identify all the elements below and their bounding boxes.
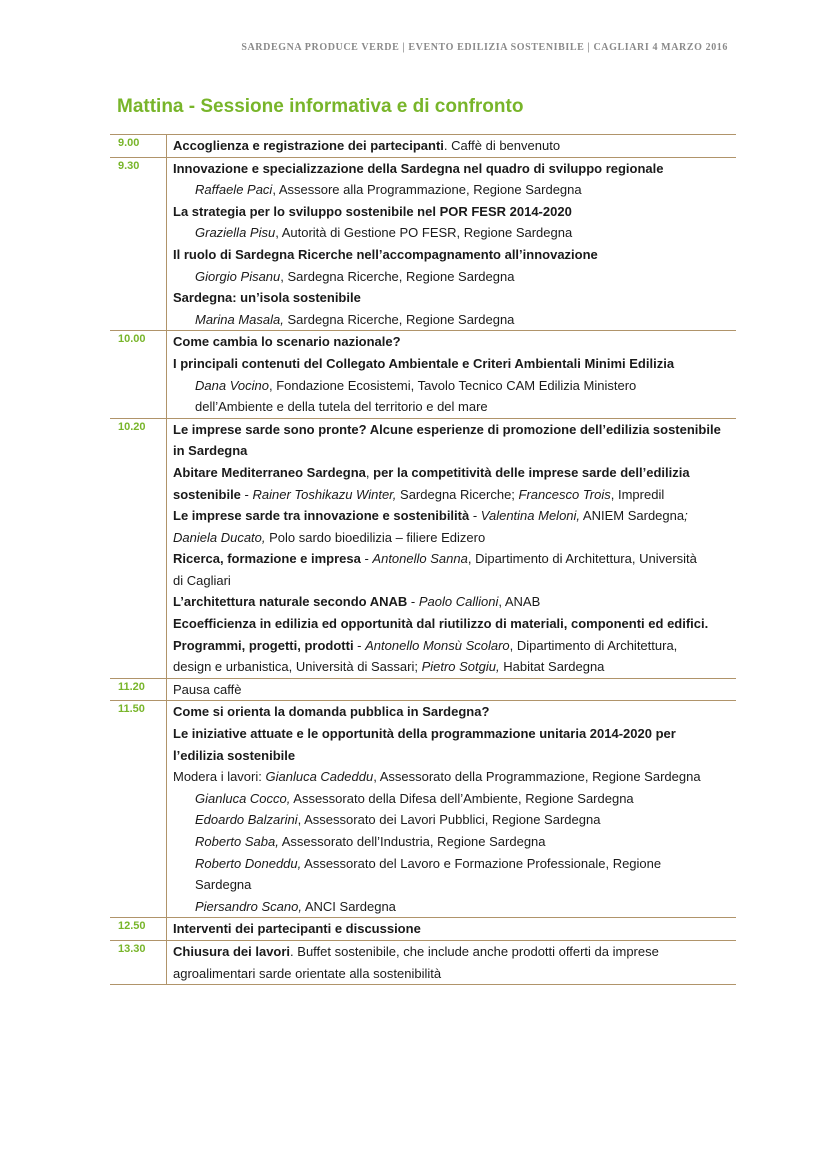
agenda-text: , Autorità di Gestione PO FESR, Regione Sardegna (275, 225, 573, 241)
agenda-text: , Fondazione Ecosistemi, Tavolo Tecnico CAM Edilizia Ministero (268, 377, 637, 393)
agenda-content (167, 158, 736, 331)
agenda-text: , Assessore alla Programmazione, Regione Sardegna (272, 182, 582, 198)
agenda-content (167, 701, 736, 917)
speaker-name: Antonello Sanna (372, 551, 468, 567)
agenda-content (167, 331, 736, 417)
agenda-text: Sardegna Ricerche; (396, 486, 519, 502)
agenda-heading-text: L’architettura naturale secondo ANAB (173, 594, 408, 610)
agenda-heading-text: Ecoefficienza in edilizia ed opportunità dal riutilizzo di materiali, componenti ed edifici. (173, 616, 709, 632)
agenda-row (110, 135, 736, 158)
agenda-line (173, 809, 736, 831)
agenda-text: Habitat Sardegna (499, 659, 605, 675)
agenda-heading-text: Ricerca, formazione e impresa (173, 551, 361, 567)
agenda-line (173, 766, 736, 788)
agenda-text: Modera i lavori: (173, 769, 266, 785)
agenda-time: 9.00 (110, 135, 167, 157)
agenda-line (173, 396, 736, 418)
agenda-heading-text: in Sardegna (173, 443, 248, 459)
agenda-line (173, 244, 736, 266)
speaker-name: Rainer Toshikazu Winter, (252, 486, 397, 502)
agenda-content (167, 918, 736, 940)
agenda-text: , Assessorato dei Lavori Pubblici, Regione Sardegna (297, 812, 601, 828)
section-title: Mattina - Sessione informativa e di confronto (117, 96, 524, 117)
agenda-heading-text: sostenibile (173, 486, 241, 502)
agenda-heading-text: Chiusura dei lavori (173, 943, 291, 959)
agenda-line (173, 484, 736, 506)
agenda-table (110, 134, 736, 985)
agenda-time: 12.50 (110, 918, 167, 940)
agenda-row (110, 679, 736, 702)
agenda-text: - (469, 508, 481, 524)
agenda-text: Sardegna (195, 877, 252, 893)
agenda-line (173, 440, 736, 462)
agenda-line (173, 591, 736, 613)
agenda-line (173, 831, 736, 853)
agenda-line (173, 222, 736, 244)
agenda-heading-text: Le iniziative attuate e le opportunità della programmazione unitaria 2014-2020 per (173, 726, 676, 742)
agenda-text: agroalimentari sarde orientate alla sostenibilità (173, 965, 442, 981)
agenda-line (173, 613, 736, 635)
agenda-text: , (365, 464, 374, 480)
agenda-line (173, 527, 736, 549)
agenda-text: dell’Ambiente e della tutela del territorio e del mare (195, 399, 488, 415)
agenda-text: , Assessorato della Programmazione, Regione Sardegna (373, 769, 701, 785)
agenda-row (110, 331, 736, 418)
agenda-heading-text: La strategia per lo sviluppo sostenibile nel POR FESR 2014-2020 (173, 203, 572, 219)
agenda-row (110, 158, 736, 332)
agenda-line (173, 462, 736, 484)
speaker-name: Roberto Doneddu, (195, 855, 302, 871)
speaker-name: Dana Vocino (195, 377, 269, 393)
speaker-name: Daniela Ducato, (173, 529, 266, 545)
agenda-line (173, 266, 736, 288)
agenda-heading-text: Le imprese sarde tra innovazione e sostenibilità (173, 508, 470, 524)
speaker-name: Raffaele Paci (195, 182, 273, 198)
agenda-heading-text: I principali contenuti del Collegato Ambientale e Criteri Ambientali Minimi Edilizia (173, 355, 675, 371)
agenda-line (173, 656, 736, 678)
agenda-content (167, 135, 736, 157)
agenda-row (110, 941, 736, 985)
agenda-line (173, 331, 736, 353)
agenda-row (110, 918, 736, 941)
agenda-content (167, 941, 736, 984)
agenda-text: , Dipartimento di Architettura, Università (467, 551, 697, 567)
agenda-line (173, 287, 736, 309)
agenda-text: Assessorato del Lavoro e Formazione Professionale, Regione (301, 855, 662, 871)
agenda-time: 9.30 (110, 158, 167, 331)
agenda-text: - (407, 594, 419, 610)
agenda-text: ANCI Sardegna (301, 898, 396, 914)
agenda-heading-text: Interventi dei partecipanti e discussione (173, 921, 421, 937)
agenda-line (173, 874, 736, 896)
agenda-time: 10.20 (110, 419, 167, 678)
agenda-text: design e urbanistica, Università di Sassari; (173, 659, 422, 675)
agenda-line (173, 745, 736, 767)
agenda-content (167, 419, 736, 678)
agenda-line (173, 505, 736, 527)
speaker-name: Valentina Meloni, (480, 508, 581, 524)
agenda-text: . Buffet sostenibile, che include anche prodotti offerti da imprese (290, 943, 659, 959)
speaker-name: Edoardo Balzarini (195, 812, 298, 828)
agenda-text: - (353, 637, 366, 653)
agenda-text: Polo sardo bioedilizia – filiere Edizero (265, 529, 486, 545)
agenda-heading-text: Le imprese sarde sono pronte? Alcune esperienze di promozione dell’edilizia sostenibile (173, 421, 721, 437)
agenda-line (173, 918, 736, 940)
agenda-text: - (240, 486, 253, 502)
speaker-name: Gianluca Cadeddu (265, 769, 374, 785)
agenda-row (110, 419, 736, 679)
agenda-heading-text: Come si orienta la domanda pubblica in Sardegna? (173, 704, 490, 720)
agenda-line (173, 309, 736, 331)
agenda-text: , Sardegna Ricerche, Regione Sardegna (280, 268, 515, 284)
agenda-line (173, 201, 736, 223)
agenda-text: Pausa caffè (173, 681, 242, 697)
agenda-time: 11.50 (110, 701, 167, 917)
agenda-heading-text: Come cambia lo scenario nazionale? (173, 334, 401, 350)
agenda-text: Assessorato della Difesa dell’Ambiente, Regione Sardegna (290, 790, 634, 806)
agenda-text: , ANAB (498, 594, 541, 610)
agenda-line (173, 963, 736, 985)
speaker-name: Antonello Monsù Scolaro (365, 637, 510, 653)
agenda-heading-text: l’edilizia sostenibile (173, 747, 296, 763)
agenda-text: di Cagliari (173, 572, 231, 588)
speaker-name: Gianluca Cocco, (195, 790, 291, 806)
agenda-time: 10.00 (110, 331, 167, 417)
agenda-line (173, 679, 736, 701)
agenda-line (173, 548, 736, 570)
agenda-heading-text: Sardegna: un’isola sostenibile (173, 290, 361, 306)
speaker-name: Francesco Trois (518, 486, 611, 502)
agenda-line (173, 158, 736, 180)
speaker-name: ; (684, 508, 688, 524)
agenda-heading-text: per la competitività delle imprese sarde dell’edilizia (373, 464, 690, 480)
agenda-time: 13.30 (110, 941, 167, 984)
agenda-heading-text: Innovazione e specializzazione della Sardegna nel quadro di sviluppo regionale (173, 160, 664, 176)
agenda-text: , Dipartimento di Architettura, (509, 637, 678, 653)
agenda-line (173, 941, 736, 963)
speaker-name: Graziella Pisu (195, 225, 276, 241)
agenda-line (173, 135, 736, 157)
agenda-line (173, 570, 736, 592)
agenda-line (173, 896, 736, 918)
agenda-content (167, 679, 736, 701)
agenda-text: , Impredil (610, 486, 665, 502)
agenda-line (173, 635, 736, 657)
speaker-name: Roberto Saba, (195, 834, 279, 849)
agenda-line (173, 723, 736, 745)
agenda-text: Assessorato dell’Industria, Regione Sardegna (278, 834, 546, 849)
agenda-line (173, 353, 736, 375)
speaker-name: Giorgio Pisanu (195, 268, 281, 284)
agenda-time: 11.20 (110, 679, 167, 701)
agenda-row (110, 701, 736, 918)
agenda-line (173, 701, 736, 723)
agenda-text: ANIEM Sardegna (580, 508, 685, 524)
agenda-text: . Caffè di benvenuto (443, 138, 561, 153)
speaker-name: Pietro Sotgiu, (421, 659, 500, 675)
agenda-heading-text: Programmi, progetti, prodotti (173, 637, 354, 653)
speaker-name: Piersandro Scano, (195, 898, 302, 914)
agenda-line (173, 375, 736, 397)
speaker-name: Marina Masala, (195, 311, 284, 327)
agenda-line (173, 179, 736, 201)
agenda-line (173, 788, 736, 810)
agenda-text: Sardegna Ricerche, Regione Sardegna (283, 311, 515, 327)
agenda-heading-text: Accoglienza e registrazione dei partecipanti (173, 138, 444, 153)
agenda-text: - (360, 551, 373, 567)
agenda-heading-text: Abitare Mediterraneo Sardegna (173, 464, 366, 480)
agenda-heading-text: Il ruolo di Sardegna Ricerche nell’accompagnamento all’innovazione (173, 246, 598, 262)
agenda-line (173, 419, 736, 441)
agenda-line (173, 853, 736, 875)
speaker-name: Paolo Callioni (418, 594, 499, 610)
running-header: SARDEGNA PRODUCE VERDE | EVENTO EDILIZIA SOSTENIBILE | CAGLIARI 4 MARZO 2016 (241, 42, 728, 53)
